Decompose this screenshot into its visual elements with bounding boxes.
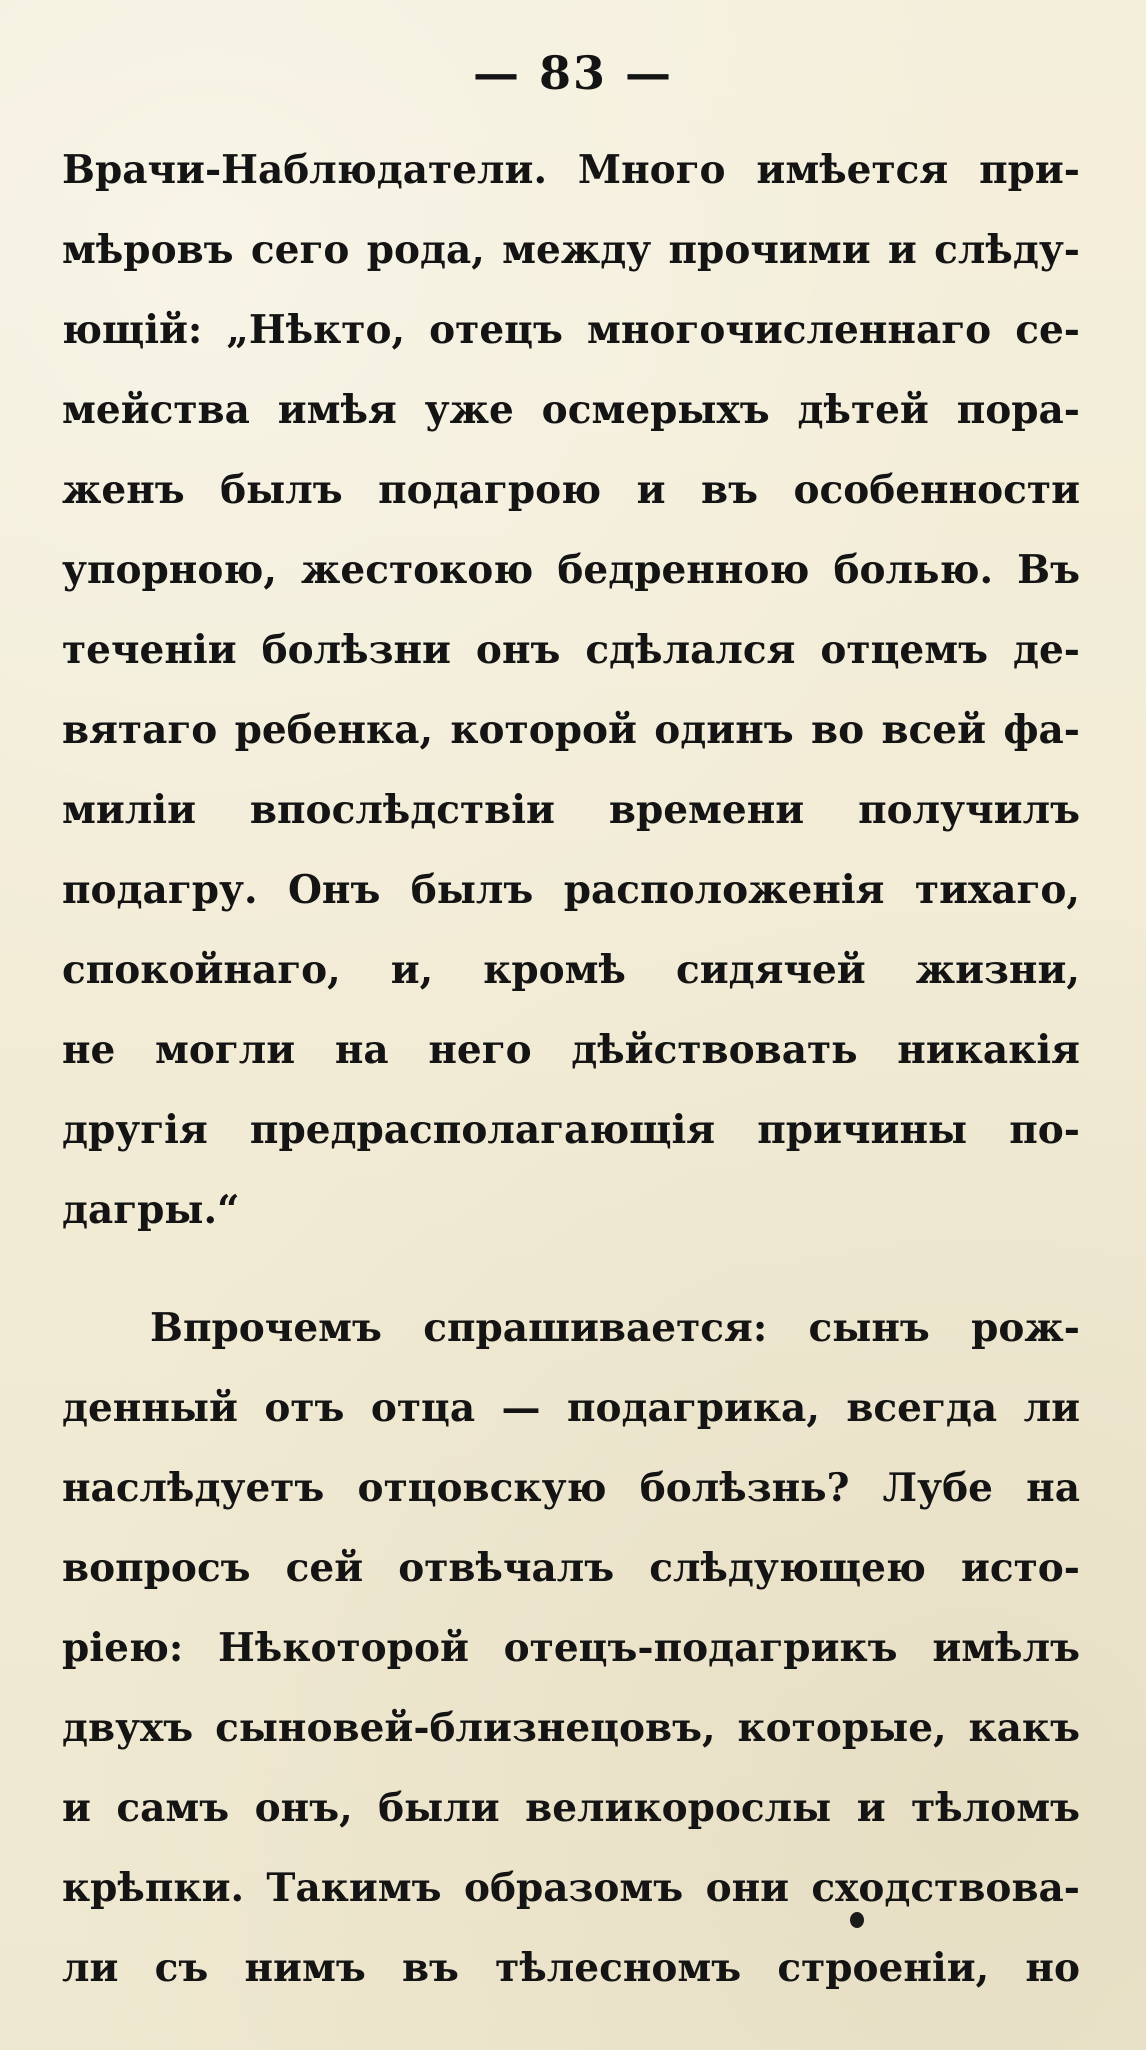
text-line: упорною, жестокою бедренною болью. Въ xyxy=(62,547,1080,593)
page-number: — 83 — xyxy=(472,46,674,100)
text-line: крѣпки. Такимъ образомъ они сходствова- xyxy=(62,1865,1080,1911)
text-line: вятаго ребенка, которой одинъ во всей фа- xyxy=(62,707,1080,753)
text-line: и самъ онъ, были великорослы и тѣломъ xyxy=(62,1785,1080,1831)
text-line: двухъ сыновей-близнецовъ, которые, какъ xyxy=(62,1705,1080,1751)
body-text xyxy=(62,130,1080,2008)
text-line: ющій: „Нѣкто, отецъ многочисленнаго се- xyxy=(62,307,1080,353)
text-line: подагру. Онъ былъ расположенія тихаго, xyxy=(62,867,1080,913)
text-line: мѣровъ сего рода, между прочими и слѣду- xyxy=(62,227,1080,273)
text-line: денный отъ отца — подагрика, всегда ли xyxy=(62,1385,1080,1431)
paragraph-2 xyxy=(62,1288,1080,2008)
text-line: миліи впослѣдствіи времени получилъ xyxy=(62,787,1080,833)
text-line: наслѣдуетъ отцовскую болѣзнь? Лубе на xyxy=(62,1465,1080,1511)
text-line: спокойнаго, и, кромѣ сидячей жизни, xyxy=(62,947,1080,993)
text-line: теченіи болѣзни онъ сдѣлался отцемъ де- xyxy=(62,627,1080,673)
text-line: не могли на него дѣйствовать никакія xyxy=(62,1027,1080,1073)
ink-dot xyxy=(850,1912,864,1928)
text-line: женъ былъ подагрою и въ особенности xyxy=(62,467,1080,513)
text-line: ли съ нимъ въ тѣлесномъ строеніи, но xyxy=(62,1945,1080,1991)
text-line: мейства имѣя уже осмерыхъ дѣтей пора- xyxy=(62,387,1080,433)
paragraph-1 xyxy=(62,130,1080,1250)
text-line: вопросъ сей отвѣчалъ слѣдующею исто- xyxy=(62,1545,1080,1591)
text-line: Впрочемъ спрашивается: сынъ рож- xyxy=(150,1305,1080,1351)
text-line: дагры.“ xyxy=(62,1187,240,1233)
paragraph-gap xyxy=(62,1250,1080,1288)
text-line: Врачи-Наблюдатели. Много имѣется при- xyxy=(62,147,1080,193)
text-line: другія предрасполагающія причины по- xyxy=(62,1107,1080,1153)
text-line: ріею: Нѣкоторой отецъ-подагрикъ имѣлъ xyxy=(62,1625,1080,1671)
